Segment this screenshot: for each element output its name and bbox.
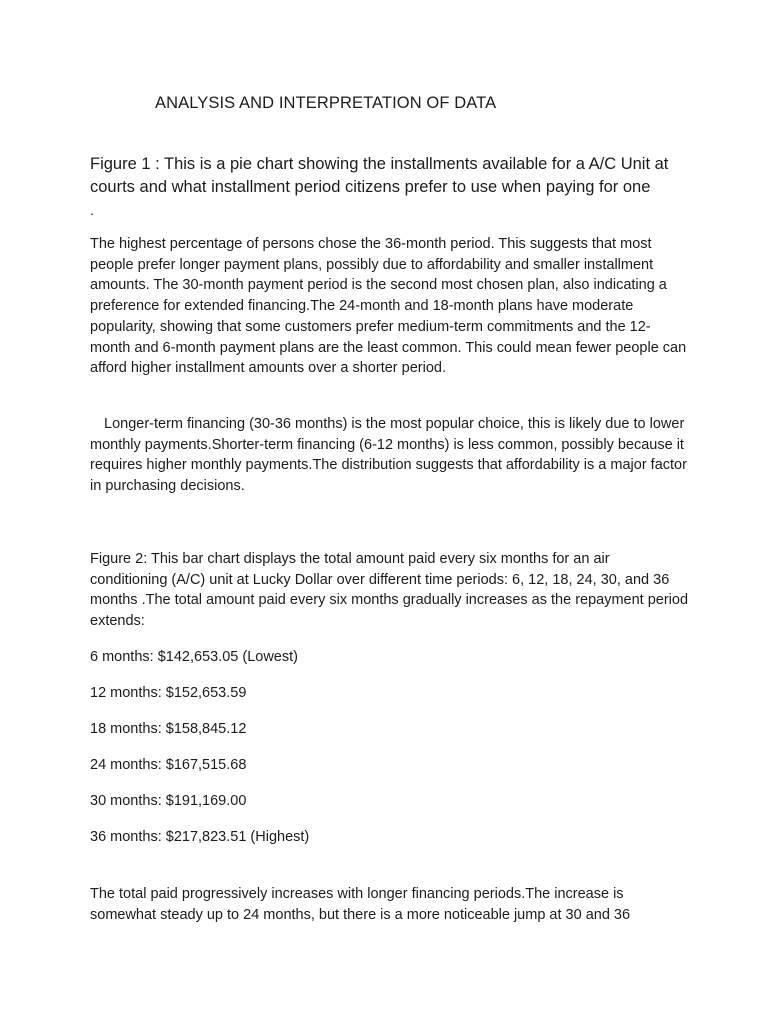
list-item: 24 months: $167,515.68	[90, 757, 247, 773]
figure-1-trailing-mark: .	[90, 202, 94, 218]
paragraph-pie-analysis: The highest percentage of persons chose the 36-month period. This suggests that most people prefer longer payment plans, possibly due to affordability and smaller installment amounts. The 30-month payment period is the second most chosen plan, also indicating a preference for extended financing.The 24-month and 18-month plans have moderate popularity, showing that some customers prefer medium-term commitments and the 12-month and 6-month payment plans are the least common. This could mean fewer people can afford higher installment amounts over a shorter period.	[90, 236, 687, 377]
page-title: ANALYSIS AND INTERPRETATION OF DATA	[155, 94, 497, 112]
list-item: 6 months: $142,653.05 (Lowest)	[90, 649, 298, 665]
paragraph-financing-summary: Longer-term financing (30-36 months) is the most popular choice, this is likely due to lower monthly payments.Shorter-term financing (6-12 months) is less common, possibly because it requires higher monthly payments.The distribution suggests that affordability is a major factor in purchasing decisions.	[90, 416, 687, 495]
figure-1-caption: Figure 1 : This is a pie chart showing the installments available for a A/C Unit at courts and what installment period citizens prefer to use when paying for one	[90, 155, 669, 196]
list-item: 18 months: $158,845.12	[90, 721, 247, 737]
paragraph-total-increase: The total paid progressively increases with longer financing periods.The increase is somewhat steady up to 24 months, but there is a more noticeable jump at 30 and 36	[90, 886, 631, 923]
list-item: 30 months: $191,169.00	[90, 793, 247, 809]
list-item: 36 months: $217,823.51 (Highest)	[90, 829, 310, 845]
list-item: 12 months: $152,653.59	[90, 685, 247, 701]
figure-2-description: Figure 2: This bar chart displays the total amount paid every six months for an air conditioning (A/C) unit at Lucky Dollar over different time periods: 6, 12, 18, 24, 30, and 36 months .The total amount paid every six months gradually increases as the repayment period extends:	[90, 551, 689, 630]
